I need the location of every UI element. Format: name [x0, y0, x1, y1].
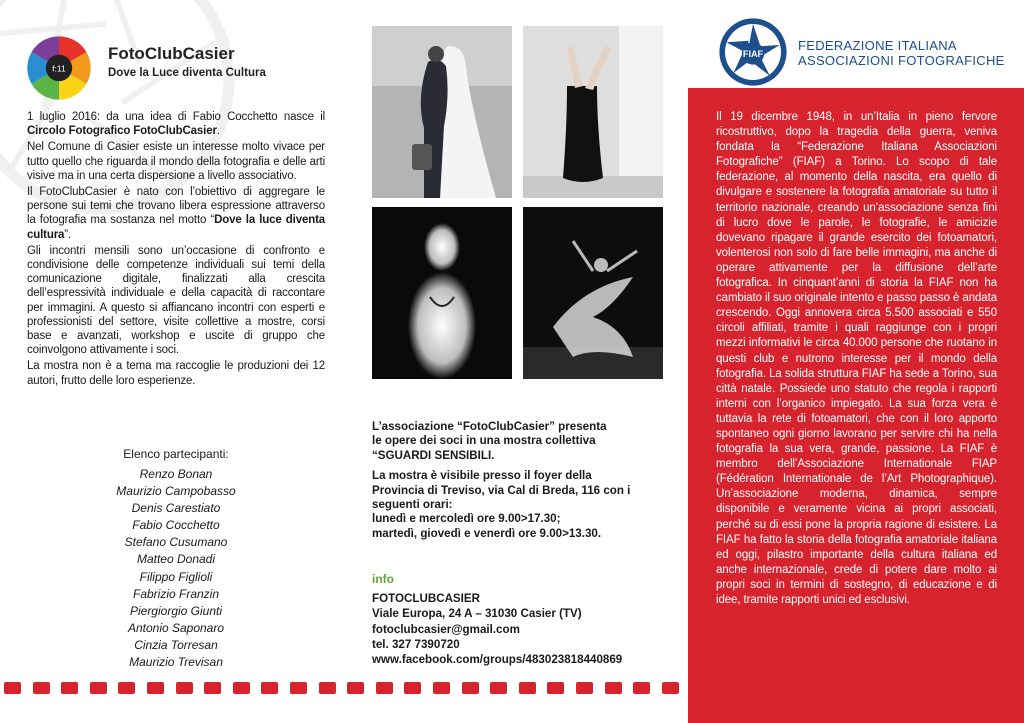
decorative-dot [547, 682, 564, 694]
decorative-dot [347, 682, 364, 694]
decorative-dot [90, 682, 107, 694]
participant-name: Piergiorgio Giunti [129, 603, 223, 618]
decorative-dot [576, 682, 593, 694]
svg-text:FIAF: FIAF [742, 48, 764, 59]
club-name: FotoClubCasier [108, 44, 235, 63]
participant-name: Matteo Donadi [136, 552, 216, 567]
exhibition-column [350, 0, 688, 723]
club-intro [27, 110, 325, 390]
exhibition-text [372, 420, 672, 547]
decorative-dot [519, 682, 536, 694]
contact-info [372, 591, 672, 667]
intro-paragraph: Nel Comune di Casier esiste un interesse molto vivace per tutto quello che riguarda il mondo della fotografia e delle arti visive ma in una certa dispersione a livello associativo. [27, 141, 325, 182]
decorative-dot [319, 682, 336, 694]
fiaf-logo-icon [718, 17, 788, 87]
club-tagline: Dove la Luce diventa Cultura [108, 67, 266, 79]
decorative-dot [147, 682, 164, 694]
decorative-dot-row [0, 682, 688, 696]
presenta-block: L’associazione “FotoClubCasier” presenta le opere dei soci in una mostra collettiva “SGUARDI SENSIBILI. [372, 420, 607, 462]
decorative-dot [204, 682, 221, 694]
decorative-dot [376, 682, 393, 694]
photo-legs [523, 26, 663, 198]
participant-name: Fabio Cocchetto [132, 518, 220, 533]
intro-paragraph: La mostra non è a tema ma raccoglie le produzioni dei 12 autori, frutto delle loro esperienze. [27, 360, 325, 387]
decorative-dot [261, 682, 278, 694]
participant-name: Maurizio Trevisan [129, 655, 223, 670]
participant-name: Renzo Bonan [139, 467, 213, 481]
participant-name: Fabrizio Franzin [132, 586, 220, 601]
fiaf-name: FEDERAZIONE ITALIANA ASSOCIAZIONI FOTOGRAFICHE [798, 38, 1005, 68]
info-title: info [372, 572, 394, 586]
participant-name: Denis Carestiato [131, 501, 221, 516]
intro-paragraph: Il FotoClubCasier è nato con l’obiettivo di aggregare le persone sui temi che trovano libera espressione attraverso la fotografia ma sostanza nel motto “Dove la luce diventa cultura”. [27, 186, 325, 241]
legs-photo-image [523, 26, 663, 198]
decorative-dot [33, 682, 50, 694]
svg-text:f:11: f:11 [52, 63, 66, 74]
facebook-link[interactable]: www.facebook.com/groups/483023818440869 [372, 653, 623, 667]
decorative-dot [462, 682, 479, 694]
venue-block: La mostra è visibile presso il foyer della Provincia di Treviso, via Cal di Breda, 116 con i seguenti orari: lunedì e mercoledì ore 9.00>17.30; martedì, giovedì e venerdì ore 9.00>13.30. [372, 469, 631, 540]
decorative-dot [118, 682, 135, 694]
participant-name: Maurizio Campobasso [116, 484, 236, 499]
participant-name: Antonio Saponaro [127, 620, 225, 635]
decorative-dot [290, 682, 307, 694]
fotoclub-logo-icon [26, 35, 92, 101]
decorative-dot [4, 682, 21, 694]
decorative-dot [633, 682, 650, 694]
decorative-dot [605, 682, 622, 694]
fiaf-history-text: Il 19 dicembre 1948, in un’Italia in pieno fervore ricostruttivo, dopo la tragedia della guerra, veniva fondata la “Federazione Italiana Associazioni Fotografiche” (FIAF) a Torino. Lo scopo di tale federazione, al momento della nascita, era quello di divulgare e sostenere la fotografia amatoriale su tutto il territorio nazionale, creando un’associazione senza fini di lucro dove le parole, le fotografie, le amicizie dovevano ripagare il grande esercito dei fotoamatori, volenterosi non solo di fare belle immagini, ma anche di operare attivamente per la diffusione dell’arte fotografica. In cinquant’anni di storia la FIAF non ha cambiato il suo originale intento e passo passo è andata crescendo. Oggi annovera circa 5.500 associati e 550 circoli affiliati, tramite i quali raggiunge con i propri mezzi informativi le circa 40.000 persone che ruotano in questi club e nutrono interesse per il mondo della fotografia. La solida struttura FIAF ha sede a Torino, sua città natale. Possiede uno statuto che regola i rapporti interni con l’organico impiegato. La sua forza vera è tuttavia la rete di fotoamatori, che con il loro apporto spontaneo ogni giorno lavorano per servire chi ha nella fotografia la sua vera, grande, passione. La FIAF è membro dell’Associazione Internationale FIAP (Fédération Internationale de l’Art Photographique). Un’associazione moderna, dinamica, sempre disponibile e veramente vicina ai propri associati, perché su di essi pone la propria ragione di esistere. La FIAF ha fatto la storia della fotografia amatoriale italiana ed oggi, pilastro importante della cultura italiana ed anche internazionale, crede di potere dare molto ai propri soci in termini di sostegno, di educazione e di idee, tramite rapporti unici ed esclusivi. [716, 111, 998, 606]
fiaf-column [688, 0, 1024, 723]
participants-title: Elenco partecipanti: [123, 447, 229, 461]
participants-list [27, 466, 325, 671]
decorative-dot [662, 682, 679, 694]
phone-number: tel. 327 7390720 [372, 637, 460, 651]
decorative-dot [61, 682, 78, 694]
decorative-dot [176, 682, 193, 694]
couple-photo-image [372, 26, 512, 198]
participant-name: Stefano Cusumano [124, 535, 228, 550]
org-name: FOTOCLUBCASIER [372, 592, 480, 605]
participant-name: Filippo Figlioli [139, 569, 213, 584]
photo-couple [372, 26, 512, 198]
photo-dancer [523, 207, 663, 379]
decorative-dot [404, 682, 421, 694]
photo-figure [372, 207, 512, 379]
participant-name: Cinzia Torresan [134, 637, 218, 652]
fiaf-header [688, 0, 1024, 88]
address: Viale Europa, 24 A – 31030 Casier (TV) [372, 607, 582, 621]
club-column [0, 0, 350, 723]
decorative-dot [490, 682, 507, 694]
email-link[interactable]: fotoclubcasier@gmail.com [372, 622, 520, 636]
decorative-dot [233, 682, 250, 694]
intro-paragraph: Gli incontri mensili sono un’occasione di confronto e condivisione delle competenze individuali sui temi della comunicazione digitale, finalizzati alla crescita dell’espressività individuale e della capacità di raccontare per immagini. A questo si affiancano incontri con esperti e professionisti del settore, visite collettive a mostre, corsi base e avanzati, workshop e uscite di gruppo che coinvolgono attivamente i soci. [27, 244, 325, 357]
dancer-photo-image [523, 207, 663, 379]
figure-photo-image [372, 207, 512, 379]
decorative-dot [433, 682, 450, 694]
intro-paragraph: 1 luglio 2016: da una idea di Fabio Cocchetto nasce il Circolo Fotografico FotoClubCasier. [27, 111, 325, 138]
